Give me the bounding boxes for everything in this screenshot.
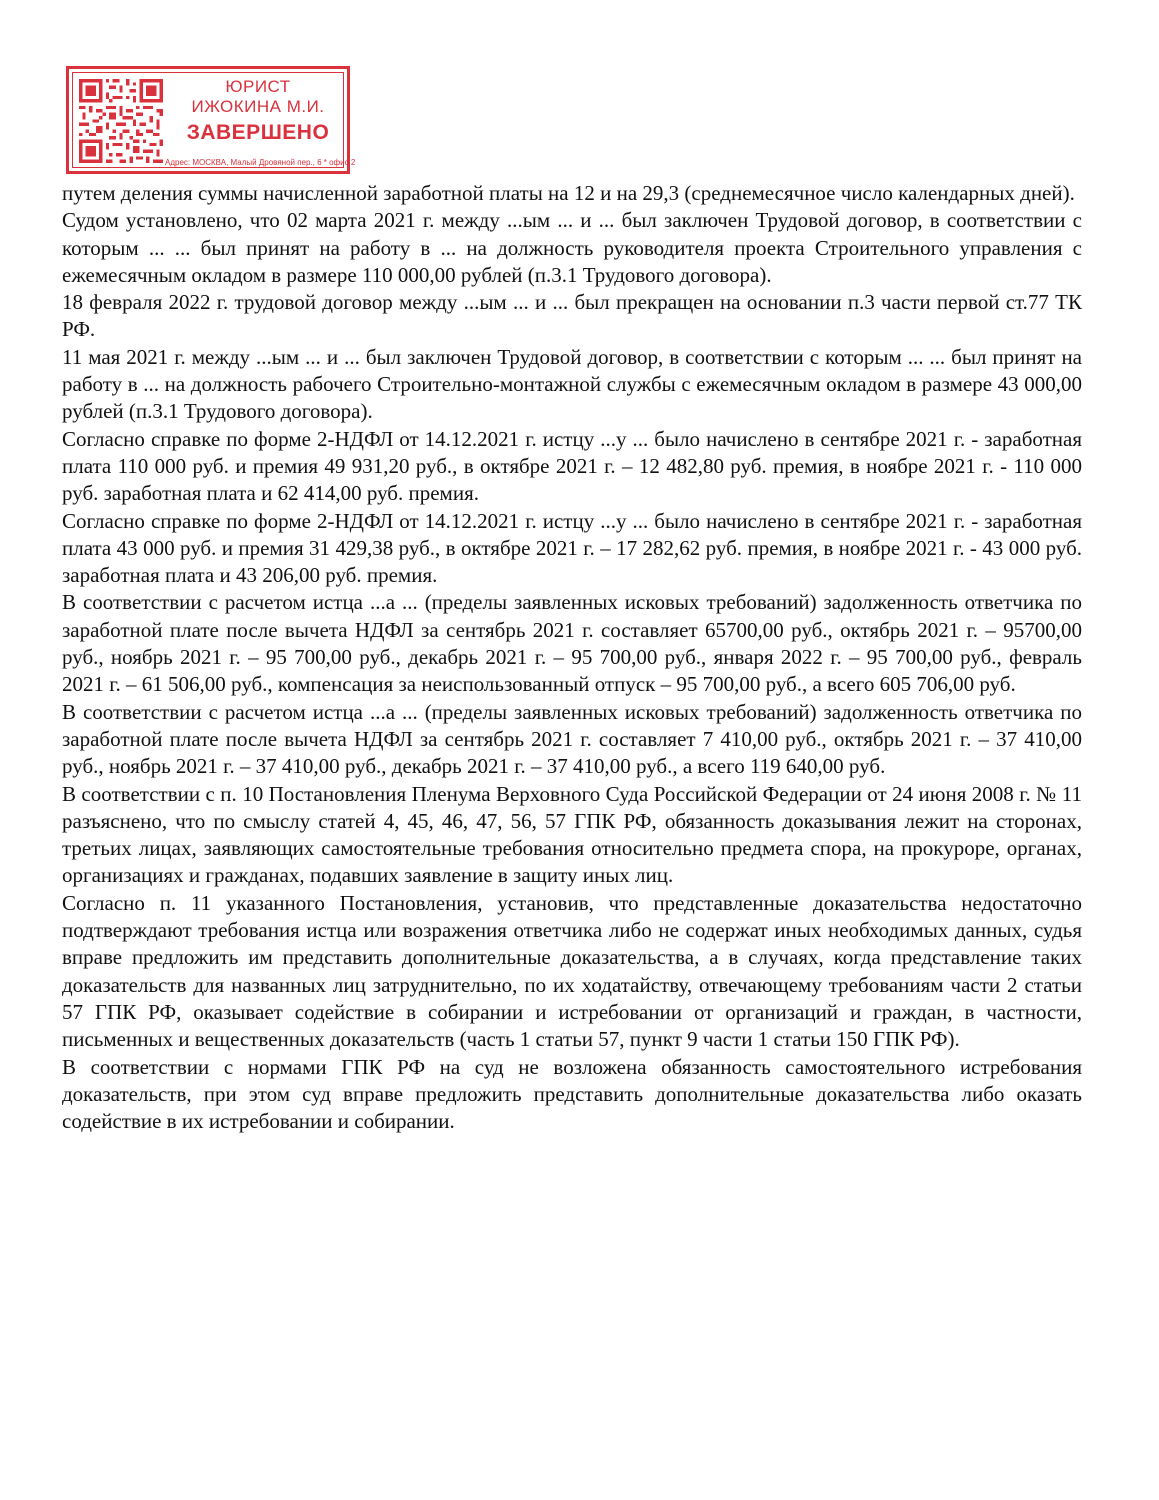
document-body xyxy=(62,180,1082,1135)
qr-code-icon xyxy=(79,79,163,163)
paragraph: Согласно справке по форме 2-НДФЛ от 14.12.2021 г. истцу ...у ... было начислено в сентябре 2021 г. - заработная плата 110 000 руб. и премия 49 931,20 руб., в октябре 2021 г. – 12 482,80 руб. премия, в ноябре 2021 г. - 110 000 руб. заработная плата и 62 414,00 руб. премия. xyxy=(62,426,1082,506)
paragraph: 11 мая 2021 г. между ...ым ... и ... был заключен Трудовой договор, в соответствии с которым ... ... был принят на работу в ... на должность рабочего Строительно-монтажной службы с ежемесячным окладом в размере 43 000,00 рублей (п.3.1 Трудового договора). xyxy=(62,344,1082,424)
paragraph: В соответствии с расчетом истца ...а ... (пределы заявленных исковых требований) задолженность ответчика по заработной плате после вычета НДФЛ за сентябрь 2021 г. составляет 7 410,00 руб., октябрь 2021 г. – 37 410,00 руб., ноябрь 2021 г. – 37 410,00 руб., декабрь 2021 г. – 37 410,00 руб., а всего 119 640,00 руб. xyxy=(62,699,1082,779)
stamp-frame xyxy=(72,72,356,168)
paragraph: 18 февраля 2022 г. трудовой договор между ...ым ... и ... был прекращен на основании п.3 части первой ст.77 ТК РФ. xyxy=(62,290,1082,342)
stamp-title-line1: ЮРИСТ xyxy=(225,77,291,96)
stamp-status: ЗАВЕРШЕНО xyxy=(186,121,330,144)
paragraph: Согласно п. 11 указанного Постановления, установив, что представленные доказательства недостаточно подтверждают требования истца или возражения ответчика либо не содержат иных необходимых данных, судья вправе предложить им представить дополнительные доказательства, а в случаях, когда представление таких доказательств для названных лиц затруднительно, по их ходатайству, отвечающему требованиям части 2 статьи 57 ГПК РФ, оказывает содействие в собирании и истребовании от организаций и граждан, в частности, письменных и вещественных доказательств (часть 1 статьи 57, пункт 9 части 1 статьи 150 ГПК РФ). xyxy=(62,890,1082,1052)
paragraph: Согласно справке по форме 2-НДФЛ от 14.12.2021 г. истцу ...у ... было начислено в сентябре 2021 г. - заработная плата 43 000 руб. и премия 31 429,38 руб., в октябре 2021 г. – 17 282,62 руб. премия, в ноябре 2021 г. - 43 000 руб. заработная плата и 43 206,00 руб. премия. xyxy=(62,508,1082,588)
stamp-address: Адрес: МОСКВА, Малый Дровяной пер., 6 * офис 2 xyxy=(165,158,356,167)
paragraph: В соответствии с расчетом истца ...а ... (пределы заявленных исковых требований) задолженность ответчика по заработной плате после вычета НДФЛ за сентябрь 2021 г. составляет 65700,00 руб., октябрь 2021 г. – 95700,00 руб., ноябрь 2021 г. – 95 700,00 руб., декабрь 2021 г. – 95 700,00 руб., января 2022 г. – 95 700,00 руб., февраль 2021 г. – 61 506,00 руб., компенсация за неиспользованный отпуск – 95 700,00 руб., а всего 605 706,00 руб. xyxy=(62,590,1082,697)
paragraph: путем деления суммы начисленной заработной платы на 12 и на 29,3 (среднемесячное число календарных дней). xyxy=(62,181,1075,205)
paragraph: Судом установлено, что 02 марта 2021 г. между ...ым ... и ... был заключен Трудовой договор, в соответствии с которым ... ... был принят на работу в ... на должность руководителя проекта Строительного управления с ежемесячным окладом в размере 110 000,00 рублей (п.3.1 Трудового договора). xyxy=(62,208,1082,287)
stamp-title-line2: ИЖОКИНА М.И. xyxy=(191,97,325,116)
lawyer-stamp xyxy=(66,66,356,174)
paragraph: В соответствии с нормами ГПК РФ на суд не возложена обязанность самостоятельного истребования доказательств, при этом суд вправе предложить представить дополнительные доказательства либо оказать содействие в их истребовании и собирании. xyxy=(62,1054,1082,1134)
stamp-title xyxy=(169,77,347,117)
paragraph: В соответствии с п. 10 Постановления Пленума Верховного Суда Российской Федерации от 24 июня 2008 г. № 11 разъяснено, что по смыслу статей 4, 45, 46, 47, 56, 57 ГПК РФ, обязанность доказывания лежит на сторонах, третьих лицах, заявляющих самостоятельные требования относительно предмета спора, на прокуроре, органах, организациях и гражданах, подавших заявление в защиту иных лиц. xyxy=(62,781,1082,888)
